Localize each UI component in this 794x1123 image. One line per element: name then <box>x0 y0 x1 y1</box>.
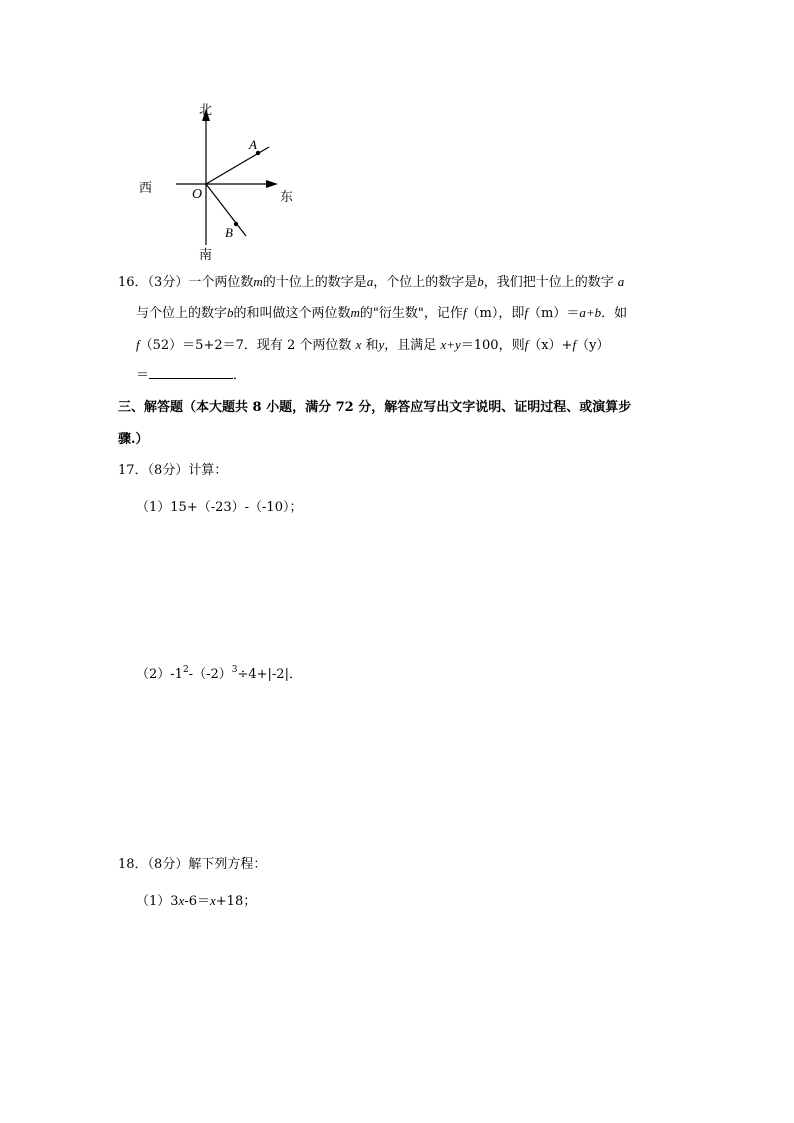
north-label: 北 <box>199 103 213 118</box>
var-a: a <box>617 274 625 289</box>
q16-score: （3分） <box>147 275 189 290</box>
q16-text: ．如 <box>601 306 628 321</box>
var-m: m <box>350 305 360 320</box>
q16-line4 <box>136 364 246 383</box>
q16-text: ＝ <box>136 368 150 383</box>
q16-text: 和 <box>365 338 379 353</box>
q18-part1 <box>136 890 256 909</box>
q16-text: ，个位上的数字是 <box>373 275 478 290</box>
func-f: f <box>524 337 529 352</box>
q17-part2-text: -（-2） <box>188 667 232 682</box>
point-b <box>234 222 238 226</box>
q16-text: （m） <box>466 306 499 321</box>
q16-text: 与个位上的数字 <box>136 306 228 321</box>
q16-text: ＝ <box>566 306 580 321</box>
compass-diagram <box>130 95 310 265</box>
q16-number: 16． <box>118 275 148 290</box>
origin-label: O <box>192 187 203 202</box>
q16-line1 <box>118 271 624 290</box>
q16-text: （x）+ <box>528 338 573 353</box>
exponent: 3 <box>231 665 238 675</box>
q18-part1-text: -6＝ <box>184 894 210 909</box>
var-b: b <box>227 305 234 320</box>
q16-text: 的十位上的数字是 <box>262 275 367 290</box>
var-x: x <box>178 893 185 908</box>
var-m: m <box>253 274 263 289</box>
answer-blank[interactable] <box>149 366 233 379</box>
func-f: f <box>462 305 467 320</box>
q16-text: ，我们把十位上的数字 <box>483 275 614 290</box>
var-a: a <box>366 274 374 289</box>
q16-text: （52）＝5+2＝7．现有 2 个两位数 <box>139 338 352 353</box>
q16-text: ＝100，则 <box>460 338 525 353</box>
west-label: 西 <box>139 181 153 196</box>
expr-x-plus-y: x+y <box>440 337 461 352</box>
q16-text: 的"衍生数"，记作 <box>359 306 463 321</box>
q16-text: （y） <box>576 338 610 353</box>
expr-a-plus-b: a+b <box>579 305 602 320</box>
q18-part1-text: +18； <box>215 894 257 909</box>
var-y: y <box>378 337 385 352</box>
section3-title: 三、解答题（本大题共 8 小题，满分 72 分，解答应写出文字说明、证明过程、或演算步 <box>118 400 632 415</box>
q17-part1: （1）15+（-23）-（-10）； <box>136 500 303 515</box>
q17-header: 17．（8分）计算： <box>118 463 228 478</box>
east-arrow <box>266 180 278 188</box>
point-a-label: A <box>249 137 257 152</box>
func-f: f <box>524 305 528 320</box>
east-label: 东 <box>280 190 294 205</box>
q16-text: ，即 <box>498 306 525 321</box>
q16-text: ． <box>233 368 247 383</box>
func-f: f <box>136 337 140 352</box>
q16-text: 的和叫做这个两位数 <box>233 306 351 321</box>
var-x: x <box>355 337 362 352</box>
var-x: x <box>210 893 216 908</box>
q16-text: ，且满足 <box>384 338 437 353</box>
q17-part2-text: ÷4+|-2|． <box>237 667 302 682</box>
q17-part2-text: （2）-1 <box>136 667 183 682</box>
q16-line3 <box>136 334 609 353</box>
section3-title-cont: 骤.） <box>118 432 149 447</box>
var-b: b <box>477 274 484 289</box>
south-label: 南 <box>199 248 213 263</box>
exponent: 2 <box>182 665 189 675</box>
q16-text: 一个两位数 <box>188 275 254 290</box>
q16-line2 <box>136 302 627 321</box>
q17-part2 <box>136 663 302 682</box>
q16-text: （m） <box>527 306 567 321</box>
q18-part1-text: （1）3 <box>136 894 179 909</box>
func-f: f <box>572 337 577 352</box>
point-b-label: B <box>225 225 233 240</box>
q18-header: 18．（8分）解下列方程： <box>118 857 267 872</box>
